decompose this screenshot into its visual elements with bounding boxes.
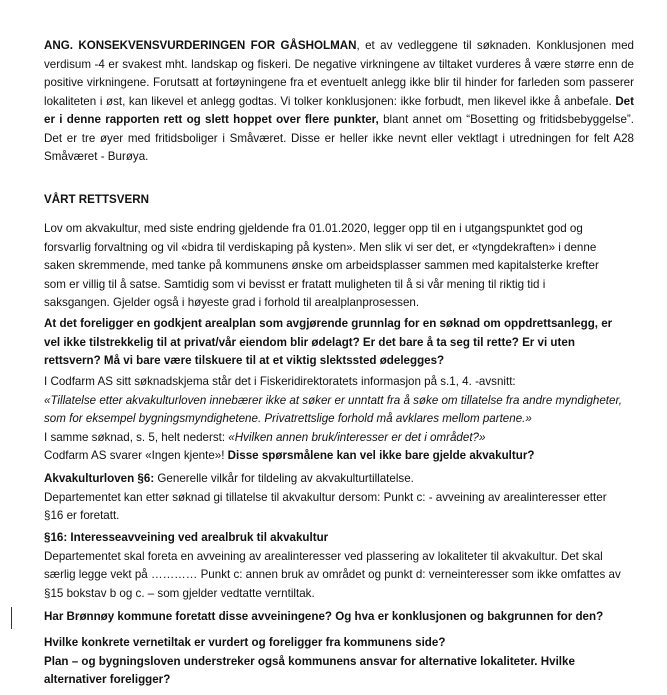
alternativer-question: Plan – og bygningsloven understreker også kommunens ansvar for alternative lokaliteter. Hvilke alternativer foreligger? — [44, 654, 575, 686]
section-6-text: Departementet kan etter søknad gi tillatelse til akvakultur dersom: Punkt c: - avveining av arealinteresser etter §16 er foretatt. — [44, 490, 607, 522]
question-paragraph-3 — [44, 634, 639, 690]
codfarm-emphasis: Disse spørsmålene kan vel ikke bare gjelde akvakultur? — [227, 449, 535, 462]
codfarm-intro: I Codfarm AS sitt søknadskjema står det i Fiskeridirektoratets informasjon på s.1, 4. -avsnitt: — [44, 375, 516, 388]
konsekvens-title: ANG. KONSEKVENSVURDERINGEN FOR GÅSHOLMAN — [44, 39, 357, 52]
section-16-title: §16: Interesseavveining ved arealbruk til akvakultur — [44, 531, 329, 544]
codfarm-question: «Hvilken annen bruk/interesser er det i området?» — [228, 430, 486, 444]
konsekvens-text: , et av vedleggene til søknaden. Konklusjonen med verdisum -4 er svakest mht. landskap og fiskeri. De negative virkningene av tiltaket vurderes å være større enn de positive virkningene. Forutsatt at fortøyningene fra et eventuelt anlegg ikke blir til hinder for farleden som passerer lokaliteten i øst, kan likevel et anlegg godtas. Vi tolker konklusjonen: ikke forbudt, men likevel ikke å anbefale. — [44, 39, 634, 108]
codfarm-question-line: I samme søknad, s. 5, helt nederst: «Hvilken annen bruk/interesser er det i området?» — [44, 430, 486, 444]
codfarm-answer-line: Codfarm AS svarer «Ingen kjente»! Disse spørsmålene kan vel ikke bare gjelde akvakultur? — [44, 449, 535, 462]
rettsvern-paragraph: Lov om akvakultur, med siste endring gjeldende fra 01.01.2020, legger opp til en i utgangspunktet god og forsvarlig forvaltning og vil «bidra til verdiskaping på kysten». Men slik vi ser det, er «tyngdekraften» i denne saken skremmende, med tanke på kommunens ønske om arbeidsplasser sammen med kapitalsterke krefter som er villig til å satse. Samtidig som vi bevisst er fratatt muligheten til å si vår mening til riktig tid i saksgangen. Gjelder også i høyeste grad i forhold til arealplanprosessen. — [44, 222, 599, 309]
question-paragraph-2: Har Brønnøy kommune foretatt disse avveiningene? Og hva er konklusjonen og bakgrunnen for den? — [44, 610, 604, 623]
codfarm-paragraph — [44, 373, 639, 466]
section-6-title: Akvakulturloven §6: — [44, 472, 155, 485]
konsekvens-paragraph — [44, 37, 634, 167]
konsekvens-text-end: blant annet om “Bosetting og fritidsbebyggelse”. Det er tre øyer med fritidsboliger i Småværet. Disse er heller ikke nevnt eller vektlagt i utredningen for felt A28 Småværet - Burøya. — [44, 113, 634, 163]
paragraph-6: Akvakulturloven §6: Generelle vilkår for tildeling av akvakulturtillatelse. Departementet kan etter søknad gi tillatelse til akvakultur dersom: Punkt c: - avveining av arealinteresser etter §16 er foretatt. — [44, 470, 619, 526]
question-paragraph-1: At det foreligger en godkjent arealplan som avgjørende grunnlag for en søknad om oppdrettsanlegg, er vel ikke tilstrekkelig til at privat/vår eiendom blir ødelagt? Er det bare å ta seg til rette? Er vi uten rettsvern? Må vi bare være tilskuere til at et viktig slektssted ødelegges? — [44, 317, 613, 367]
paragraph-16 — [44, 529, 634, 603]
codfarm-quote: «Tillatelse etter akvakulturloven innebærer ikke at søker er unntatt fra å søke om tillatelse fra andre myndigheter, som for eksempel bygningsmyndighetene. Privatrettslige forhold må avklares mellom partene.» — [44, 393, 622, 425]
vernetiltak-question: Hvilke konkrete vernetiltak er vurdert og foreligger fra kommunens side? — [44, 636, 446, 649]
konsekvens-emphasis: Det er i denne rapporten rett og slett hoppet over flere punkter, — [44, 94, 634, 126]
text-cursor — [11, 607, 12, 629]
section-heading: VÅRT RETTSVERN — [44, 193, 149, 206]
section-16-text: Departementet skal foreta en avveining av arealinteresser ved plassering av lokaliteter til akvakultur. Det skal særlig legge vekt på ………… Punkt c: annen bruk av området og punkt d: verneinteresser som ikke omfattes av §15 bokstav b og c. – som gjelder vedtatte verntiltak. — [44, 549, 621, 600]
